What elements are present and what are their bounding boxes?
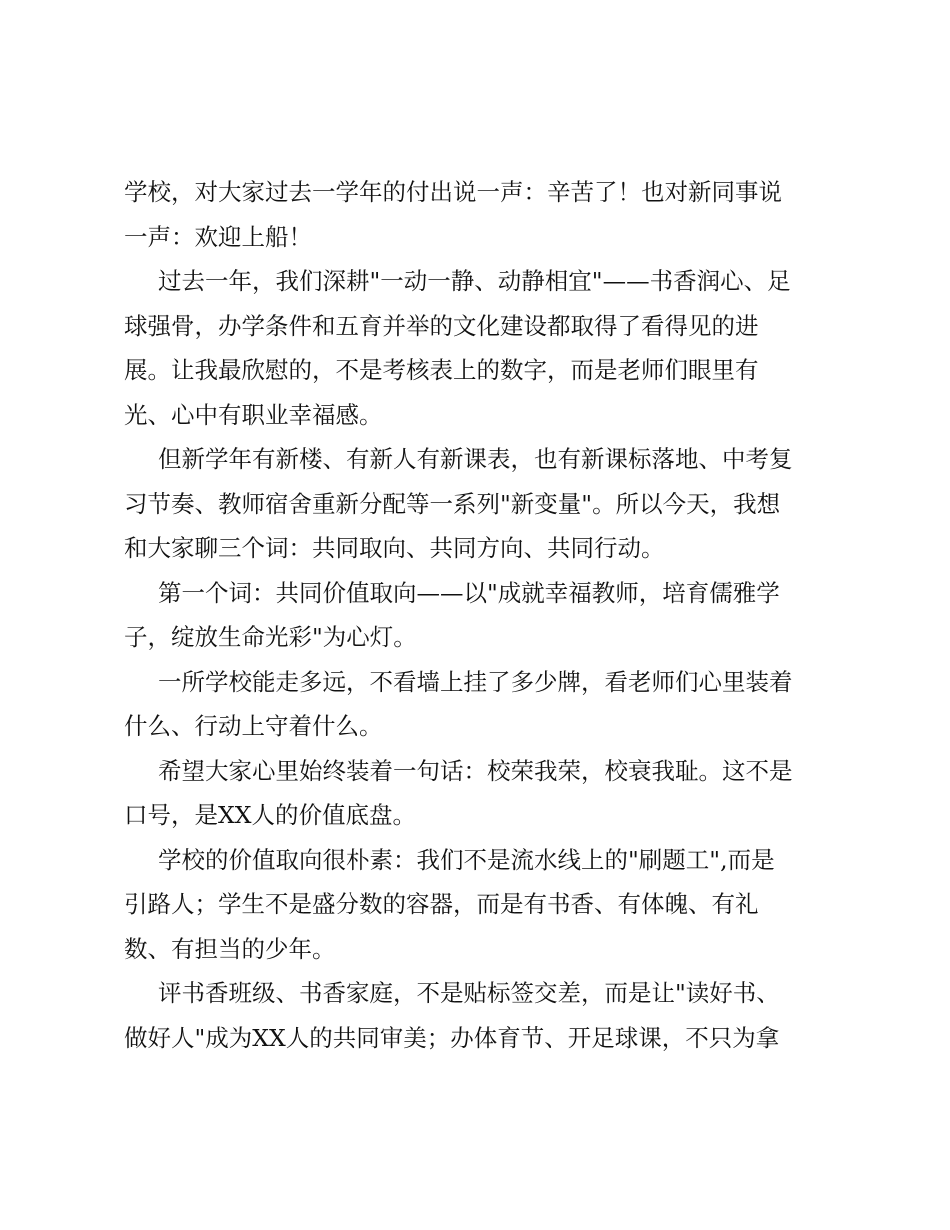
text-line: 学校，对大家过去一学年的付出说一声：辛苦了！也对新同事说 <box>124 178 782 206</box>
paragraph-first-line: 一所学校能走多远，不看墙上挂了多少牌，看老师们心里装着 <box>158 667 793 696</box>
text-line: 展。让我最欣慰的，不是考核表上的数字，而是老师们眼里有 <box>124 356 759 384</box>
text-line: 做好人"成为XX人的共同审美；办体育节、开足球课，不只为拿 <box>124 1023 780 1052</box>
text-line: 口号，是XX人的价值底盘。 <box>124 801 416 829</box>
text-line: 光、心中有职业幸福感。 <box>124 400 383 429</box>
paragraph-first-line: 第一个词：共同价值取向——以"成就幸福教师，培育儒雅学 <box>158 578 780 607</box>
document-body <box>124 170 836 1060</box>
text-line: 和大家聊三个词：共同取向、共同方向、共同行动。 <box>124 534 665 562</box>
text-line: 子，绽放生命光彩"为心灯。 <box>124 623 417 651</box>
text-line: 习节奏、教师宿舍重新分配等一系列"新变量"。所以今天，我想 <box>124 489 781 518</box>
text-line: 一声：欢迎上船！ <box>124 222 312 251</box>
text-line: 什么、行动上守着什么。 <box>124 712 383 740</box>
text-line: 球强骨，办学条件和五育并举的文化建设都取得了看得见的进 <box>124 311 759 340</box>
text-line: 引路人；学生不是盛分数的容器，而是有书香、有体魄、有礼 <box>124 890 759 918</box>
paragraph-first-line: 学校的价值取向很朴素：我们不是流水线上的"刷题工",而是 <box>158 845 775 874</box>
paragraph-first-line: 希望大家心里始终装着一句话：校荣我荣，校衰我耻。这不是 <box>158 756 793 785</box>
text-line: 数、有担当的少年。 <box>124 934 336 963</box>
paragraph-first-line: 但新学年有新楼、有新人有新课表，也有新课标落地、中考复 <box>158 445 793 473</box>
paragraph-first-line: 评书香班级、书香家庭，不是贴标签交差，而是让"读好书、 <box>158 979 780 1007</box>
paragraph-first-line: 过去一年，我们深耕"一动一静、动静相宜"——书香润心、足 <box>158 267 791 295</box>
